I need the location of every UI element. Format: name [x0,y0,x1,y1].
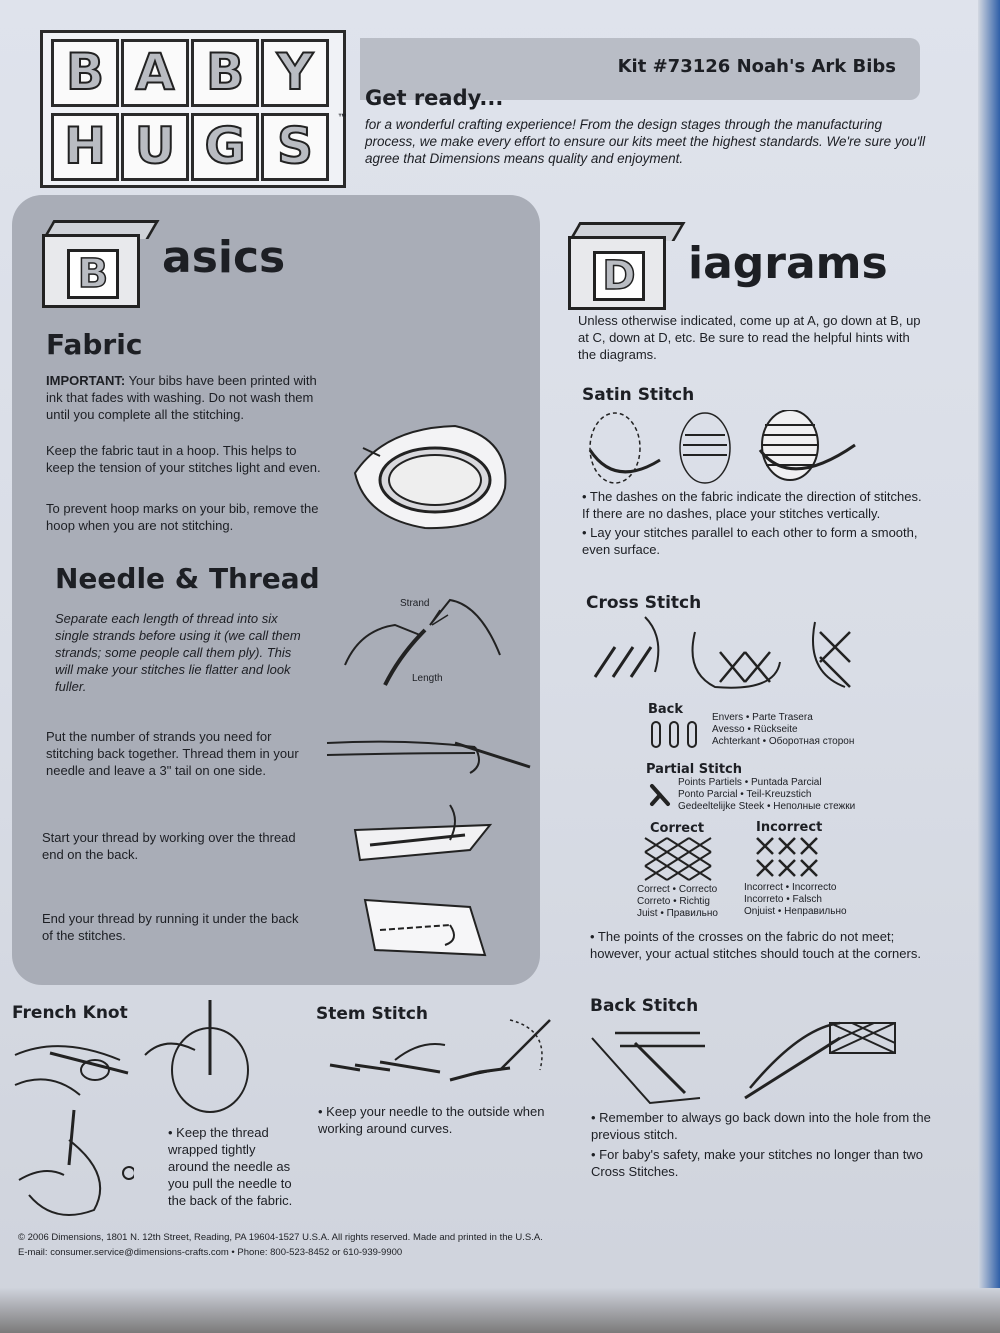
important-label: IMPORTANT: [46,373,126,388]
length-label: Length [412,673,443,684]
back-stitch-heading: Back Stitch [590,996,699,1016]
kit-title: Kit #73126 Noah's Ark Bibs [617,56,896,77]
logo-letter: H [51,113,119,181]
incorrect-label: Incorrect [756,820,823,835]
cross-stitch-heading: Cross Stitch [586,593,702,613]
back-label: Back [648,702,684,717]
partial-translation: Gedeeltelijke Steek • Неполные стежки [678,801,856,812]
satin-note-1: • The dashes on the fabric indicate the direction of stitches. If there are no dashes, place your stitches vertically. [582,489,922,521]
fabric-heading: Fabric [46,328,143,361]
background-floor [0,1288,1000,1333]
stem-stitch-heading: Stem Stitch [316,1004,429,1024]
hoop-illustration [345,418,520,538]
trademark-symbol: ™ [338,112,347,122]
diagrams-heading: iagrams [688,238,888,289]
back-stitch-icon [650,720,705,750]
start-thread-illustration [350,800,500,875]
correct-label: Correct [650,821,705,836]
basics-block-letter: B [67,249,119,299]
incorrect-translation: Onjuist • Неправильно [744,906,847,917]
background-edge [978,0,1000,1333]
logo-letter: A [121,39,189,107]
partial-translation: Points Partiels • Puntada Parcial [678,777,822,788]
important-body: Your bibs have been printed with ink that fades with washing. Do not wash them until you complete all the stitching. [46,373,317,422]
get-ready-text: for a wonderful crafting experience! From the design stages through the manufacturing process, we make every effort to ensure our kits meet the highest standards. We're sure you'll agree that Dimensions means quality and enjoyment. [365,117,926,166]
get-ready-heading: Get ready... [365,86,504,110]
partial-stitch-icon [648,782,672,808]
back-translation: Envers • Parte Trasera [712,712,813,723]
needle-thread-separate-text: Separate each length of thread into six single strands before using it (we call them strands; some people call them ply). This will make your stitches lie flatter and look fuller. [55,611,301,694]
diagrams-block-letter: D [593,251,645,301]
incorrect-translation: Incorrect • Incorrecto [744,882,837,893]
french-knot-step1-icon [10,1025,130,1100]
cross-stitch-illustration [585,612,875,692]
diagrams-block-icon [568,222,678,304]
stem-stitch-note: • Keep your needle to the outside when working around curves. [318,1104,545,1136]
partial-translation: Ponto Parcial • Teil-Kreuzstich [678,789,812,800]
logo-letter: G [191,113,259,181]
satin-note-2: • Lay your stitches parallel to each other to form a smooth, even surface. [582,525,918,557]
satin-stitch-heading: Satin Stitch [582,385,695,405]
french-knot-note: • Keep the thread wrapped tightly around the needle as you pull the needle to the back of the fabric. [168,1125,293,1208]
needle-thread-heading: Needle & Thread [55,562,320,595]
logo-letter: S [261,113,329,181]
incorrect-translation: Incorreto • Falsch [744,894,822,905]
french-knot-step3-icon [14,1105,134,1225]
french-knot-step2-icon [140,995,250,1115]
logo-letter: B [51,39,119,107]
correct-cross-icon [643,836,713,882]
fabric-remove-hoop-text: To prevent hoop marks on your bib, remove the hoop when you are not stitching. [46,501,319,533]
start-thread-text: Start your thread by working over the thread end on the back. [42,830,296,862]
partial-stitch-label: Partial Stitch [646,762,742,777]
threaded-needle-illustration [325,735,535,775]
fabric-hoop-text: Keep the fabric taut in a hoop. This helps to keep the tension of your stitches light and even. [46,443,321,475]
french-knot-heading: French Knot [12,1003,128,1023]
needle-thread-strands-text: Put the number of strands you need for stitching back together. Thread them in your needle and leave a 3" tail on one side. [46,729,299,778]
correct-translation: Correct • Correcto [637,884,718,895]
fabric-important-text [46,372,326,423]
correct-translation: Correto • Richtig [637,896,710,907]
correct-translation: Juist • Правильно [637,908,718,919]
basics-heading: asics [162,232,286,283]
back-stitch-note-1: • Remember to always go back down into the hole from the previous stitch. [591,1110,931,1142]
end-thread-illustration [360,895,490,960]
stem-stitch-illustration [320,1010,560,1090]
footer-copyright: © 2006 Dimensions, 1801 N. 12th Street, Reading, PA 19604-1527 U.S.A. All rights reserved. Made and printed in the U.S.A. [18,1232,543,1243]
diagrams-intro-text: Unless otherwise indicated, come up at A, go down at B, up at C, down at D, etc. Be sure to read the helpful hints with the diagrams. [578,313,921,362]
strand-label: Strand [400,598,430,609]
end-thread-text: End your thread by running it under the back of the stitches. [42,911,299,943]
incorrect-cross-icon [755,836,821,880]
satin-stitch-illustration [580,410,865,485]
logo-letter: B [191,39,259,107]
cross-stitch-note: • The points of the crosses on the fabric do not meet; however, your actual stitches should touch at the corners. [590,929,921,961]
back-stitch-note-2: • For baby's safety, make your stitches no longer than two Cross Stitches. [591,1147,923,1179]
footer-contact: E-mail: consumer.service@dimensions-crafts.com • Phone: 800-523-8452 or 610-939-9900 [18,1247,403,1258]
logo-letter: U [121,113,189,181]
back-translation: Achterkant • Оборотная сторон [712,736,855,747]
back-translation: Avesso • Rückseite [712,724,798,735]
back-stitch-illustration [590,1018,910,1113]
logo-letter: Y [261,39,329,107]
baby-hugs-logo [40,30,346,188]
basics-block-icon [42,220,152,302]
